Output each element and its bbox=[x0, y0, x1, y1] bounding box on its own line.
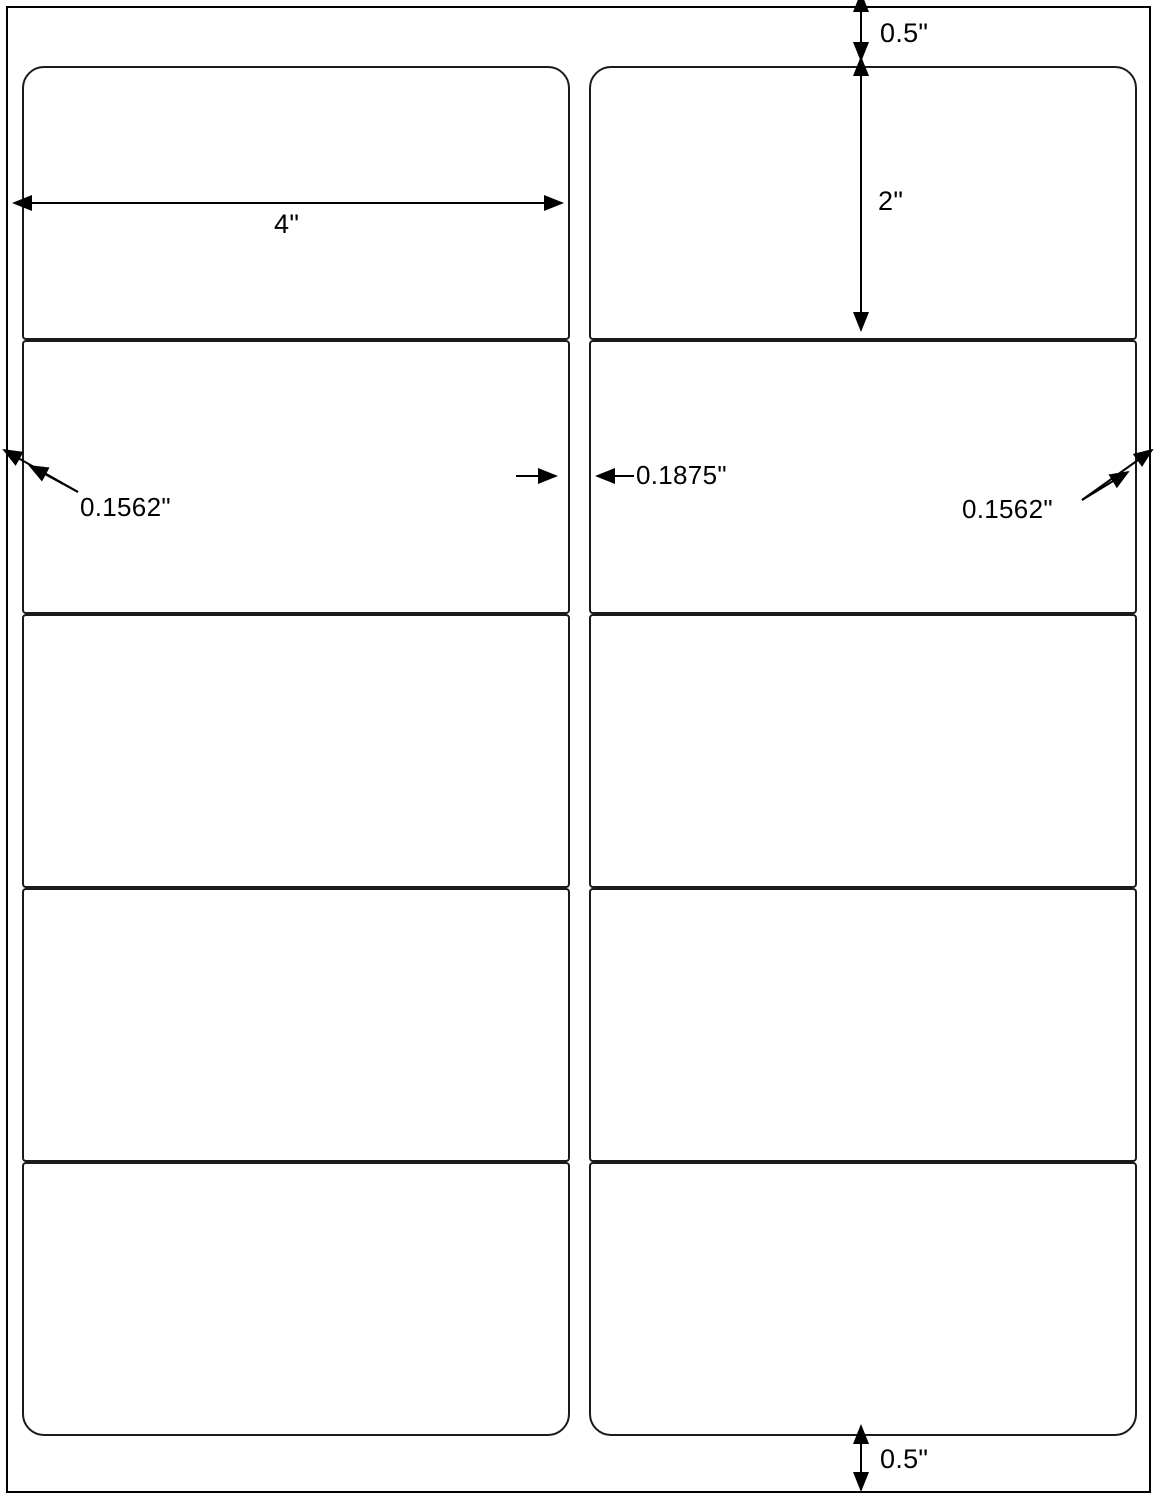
label-cell bbox=[22, 66, 570, 340]
dimension-label-height: 2" bbox=[878, 186, 904, 216]
label-cell bbox=[22, 888, 570, 1162]
dimension-top-margin: 0.5" bbox=[880, 18, 929, 48]
dimension-bottom-margin: 0.5" bbox=[880, 1444, 929, 1474]
dimension-right-margin: 0.1562" bbox=[962, 494, 1053, 524]
dimension-horizontal-gutter: 0.1875" bbox=[636, 460, 727, 490]
dimension-label-width: 4" bbox=[274, 209, 300, 239]
label-cell bbox=[22, 614, 570, 888]
label-cell bbox=[589, 1162, 1137, 1436]
dimension-left-margin: 0.1562" bbox=[80, 492, 171, 522]
label-cell bbox=[589, 66, 1137, 340]
label-cell bbox=[589, 888, 1137, 1162]
label-cell bbox=[22, 340, 570, 614]
label-cell bbox=[22, 1162, 570, 1436]
label-cell bbox=[589, 614, 1137, 888]
